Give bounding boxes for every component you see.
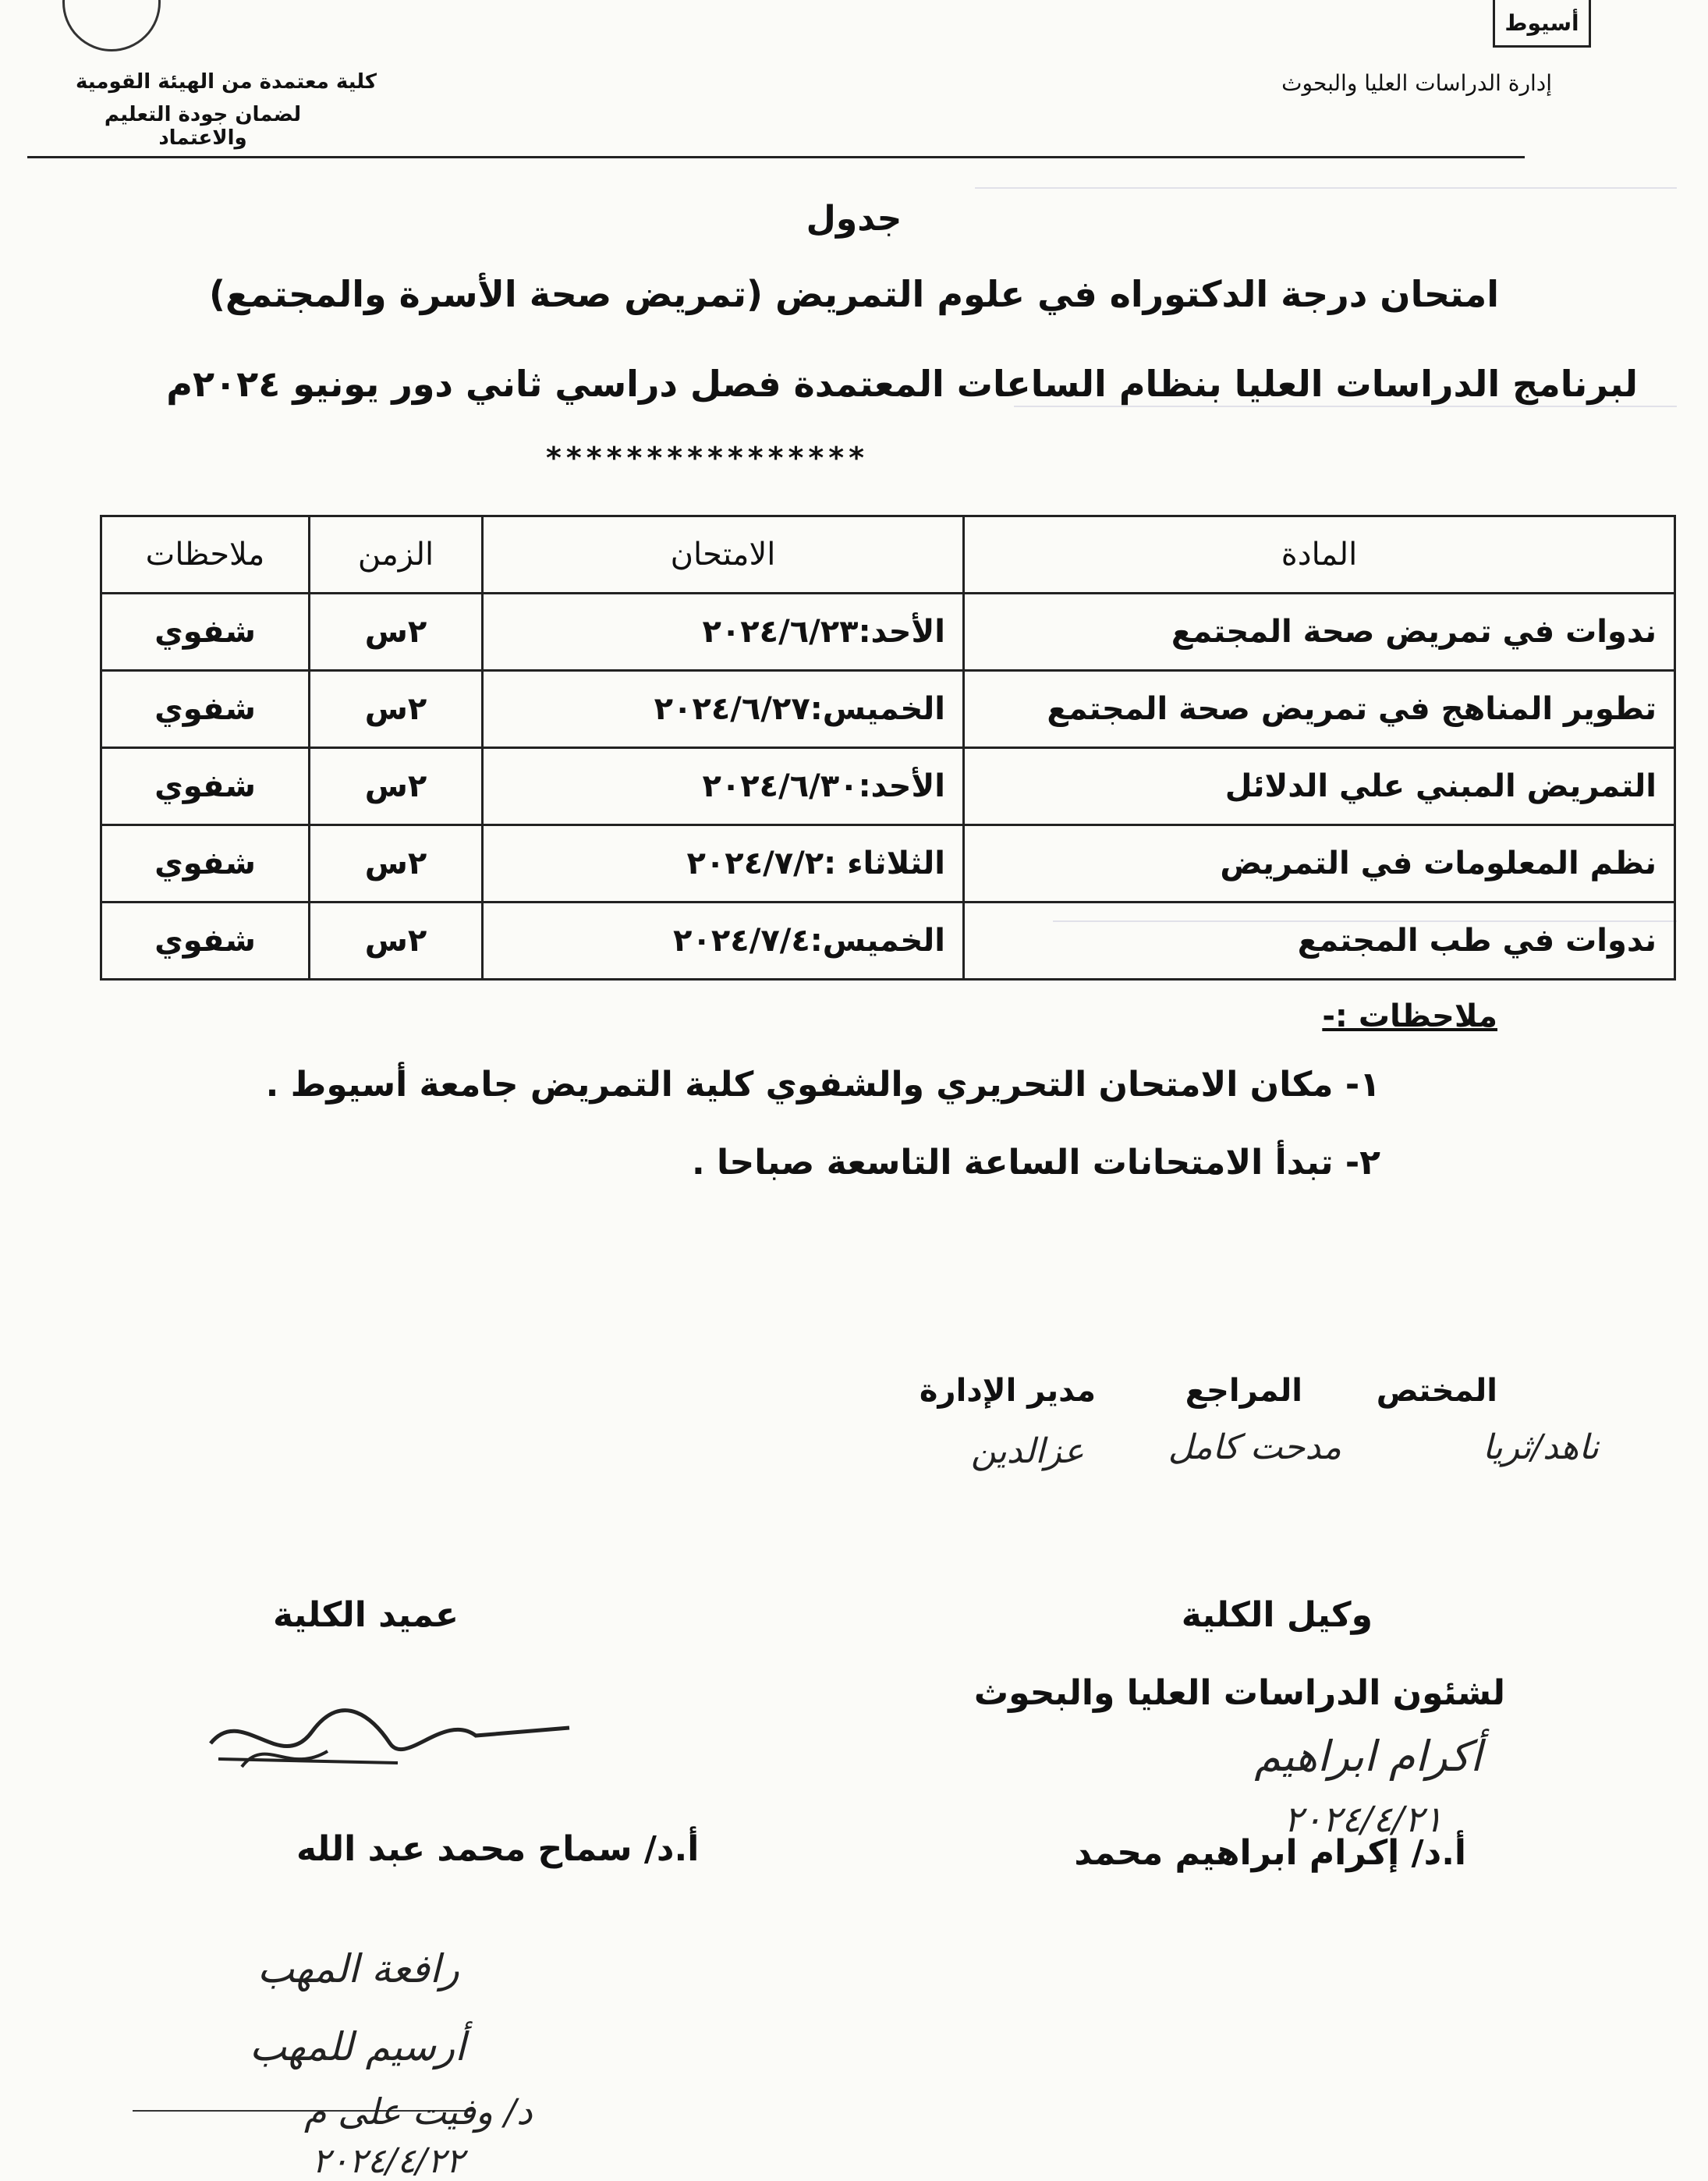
cell-exam-date: الأحد:٢٠٢٤/٦/٢٣	[483, 594, 964, 671]
dean-name: أ.د/ سماح محمد عبد الله	[296, 1829, 700, 1869]
header-time: الزمن	[310, 516, 483, 594]
cell-subject: ندوات في طب المجتمع	[964, 903, 1675, 980]
exam-title: امتحان درجة الدكتوراه في علوم التمريض (تمريض صحة الأسرة والمجتمع)	[208, 273, 1500, 315]
cell-exam-date: الثلاثاء :٢٠٢٤/٧/٢	[483, 825, 964, 903]
vice-dean-name: أ.د/ إكرام ابراهيم محمد	[1074, 1833, 1466, 1873]
dean-signature	[195, 1689, 585, 1782]
accreditation-line-1: كلية معتمدة من الهيئة القومية	[75, 70, 377, 94]
vice-dean-label: وكيل الكلية	[1181, 1595, 1373, 1635]
table-row	[101, 594, 1675, 671]
director-label: مدير الإدارة	[919, 1373, 1096, 1409]
university-logo	[1493, 0, 1591, 48]
specialist-label: المختص	[1376, 1373, 1497, 1409]
handwritten-note: ٢٠٢٤/٤/٢٢	[312, 2141, 465, 2181]
vice-dean-signature-date: ٢٠٢٤/٤/٢١	[1284, 1798, 1443, 1840]
cell-notes: شفوي	[101, 594, 310, 671]
table-header-row	[101, 516, 1675, 594]
cell-notes: شفوي	[101, 903, 310, 980]
cell-subject: تطوير المناهج في تمريض صحة المجتمع	[964, 671, 1675, 748]
cell-subject: التمريض المبني علي الدلائل	[964, 748, 1675, 825]
cell-subject: ندوات في تمريض صحة المجتمع	[964, 594, 1675, 671]
reviewer-label: المراجع	[1185, 1373, 1302, 1409]
program-title: لبرنامج الدراسات العليا بنظام الساعات المعتمدة فصل دراسي ثاني دور يونيو ٢٠٢٤م	[166, 363, 1638, 405]
cell-notes: شفوي	[101, 671, 310, 748]
table-row	[101, 748, 1675, 825]
header-notes: ملاحظات	[101, 516, 310, 594]
header-exam: الامتحان	[483, 516, 964, 594]
bleed-through-line	[1014, 406, 1677, 407]
cell-subject: نظم المعلومات في التمريض	[964, 825, 1675, 903]
vice-dean-signature: أكرام ابراهيم	[1254, 1732, 1482, 1781]
cell-duration: ٢س	[310, 748, 483, 825]
cell-duration: ٢س	[310, 825, 483, 903]
vice-dean-subtitle: لشئون الدراسات العليا والبحوث	[973, 1673, 1505, 1713]
cell-exam-date: الأحد:٢٠٢٤/٦/٣٠	[483, 748, 964, 825]
department-name: إدارة الدراسات العليا والبحوث	[1281, 70, 1552, 96]
table-row	[101, 825, 1675, 903]
cell-exam-date: الخميس:٢٠٢٤/٦/٢٧	[483, 671, 964, 748]
director-signature: عزالدين	[971, 1431, 1084, 1471]
document-title: جدول	[806, 199, 902, 239]
logo-text: أسيوط	[1504, 9, 1579, 36]
note-item: ٢- تبدأ الامتحانات الساعة التاسعة صباحا .	[691, 1143, 1380, 1183]
cell-exam-date: الخميس:٢٠٢٤/٧/٤	[483, 903, 964, 980]
dean-label: عميد الكلية	[273, 1595, 459, 1635]
header-subject: المادة	[964, 516, 1675, 594]
header-divider	[27, 156, 1525, 158]
notes-heading: ملاحظات :-	[1322, 998, 1497, 1034]
stars-separator: ****************	[546, 441, 869, 475]
table-row	[101, 903, 1675, 980]
reviewer-signature: مدحت كامل	[1168, 1427, 1341, 1467]
handwritten-note: أرسيم للمهب	[250, 2024, 466, 2069]
exam-schedule-table	[100, 515, 1676, 981]
cell-duration: ٢س	[310, 671, 483, 748]
table-row	[101, 671, 1675, 748]
handwritten-note: رافعة المهب	[257, 1946, 459, 1991]
cell-notes: شفوي	[101, 748, 310, 825]
faculty-seal-icon	[62, 0, 161, 51]
cell-duration: ٢س	[310, 903, 483, 980]
accreditation-line-2: لضمان جودة التعليم والاعتماد	[104, 103, 302, 150]
specialist-signature: ناهد/ثريا	[1483, 1427, 1599, 1467]
handwritten-note: د/ وفيت على م	[304, 2091, 533, 2133]
cell-notes: شفوي	[101, 825, 310, 903]
bleed-through-line	[975, 187, 1677, 189]
note-item: ١- مكان الامتحان التحريري والشفوي كلية التمريض جامعة أسيوط .	[265, 1065, 1380, 1105]
cell-duration: ٢س	[310, 594, 483, 671]
